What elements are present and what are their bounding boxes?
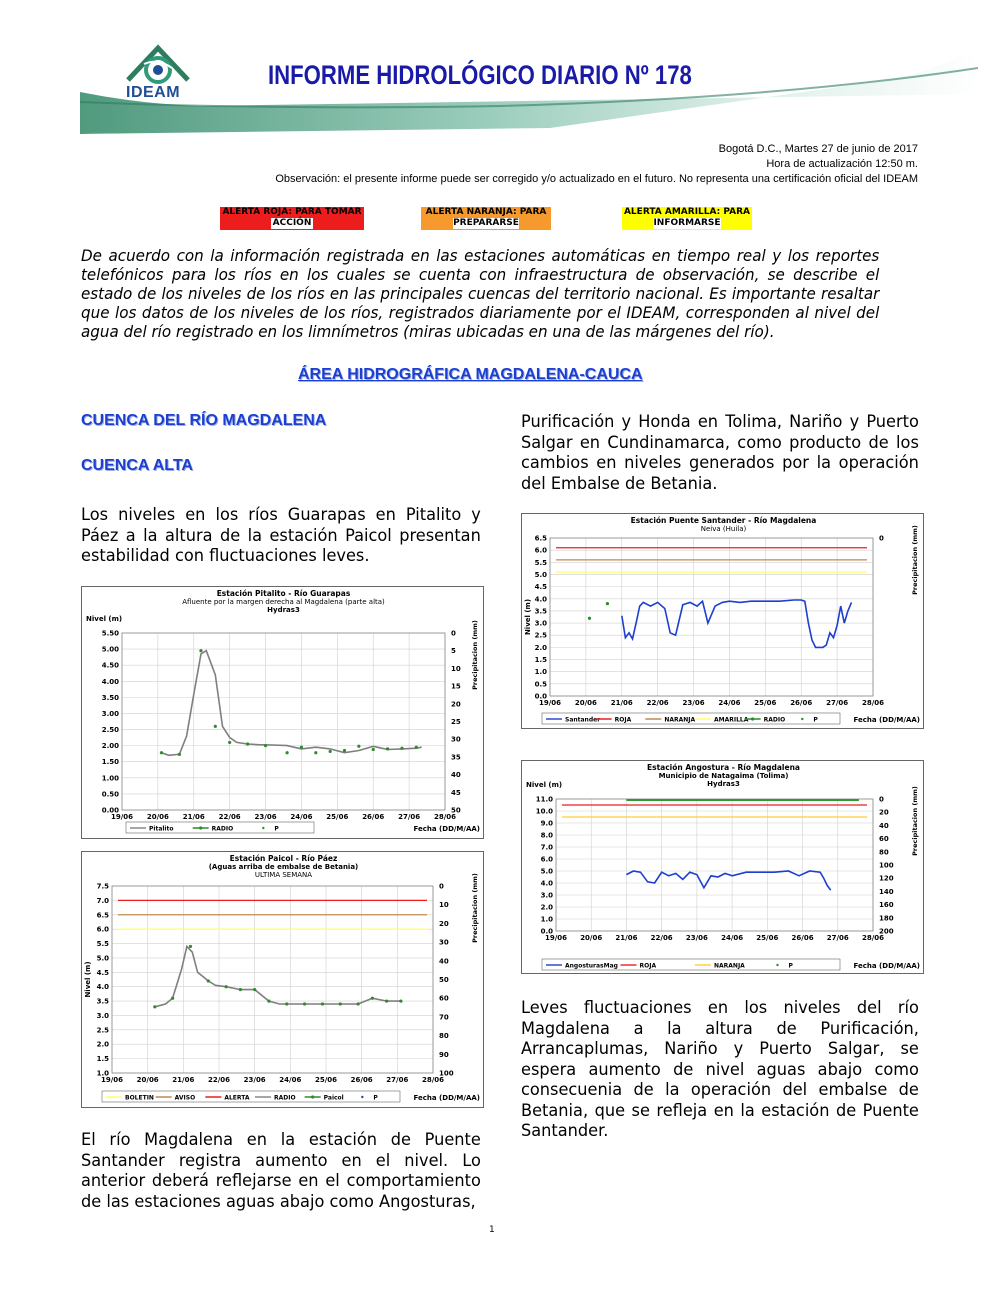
x-tick-label: 26/06 — [350, 1076, 373, 1084]
y-tick-label: 3.5 — [534, 607, 547, 616]
legend-label: BOLETIN — [125, 1094, 154, 1102]
x-tick-label: 21/06 — [610, 699, 633, 707]
y-tick-label: 3.5 — [96, 997, 109, 1006]
y-tick-label: 0.00 — [101, 806, 119, 815]
legend-label: AVISO — [174, 1094, 196, 1102]
y-tick-label: 2.0 — [540, 903, 553, 912]
data-point-paicol — [339, 1002, 342, 1005]
data-point-radio — [300, 746, 303, 749]
x-tick-label: 19/06 — [538, 699, 562, 707]
y-axis-label: Nivel (m) — [526, 781, 563, 789]
y-tick-label: 6.0 — [540, 855, 553, 864]
x-tick-label: 24/06 — [290, 813, 313, 821]
y-tick-label: 8.0 — [540, 831, 553, 840]
chart-subtitle: Municipio de Natagaima (Tolima) — [658, 772, 789, 780]
y-tick-label: 4.00 — [101, 677, 119, 686]
y2-tick-label: 20 — [879, 808, 889, 817]
legend-label: RADIO — [763, 716, 786, 724]
section-title-cuenca-magdalena: CUENCA DEL RÍO MAGDALENA — [81, 412, 327, 429]
paragraph-leves-fluctuaciones: Leves fluctuaciones en los niveles del río Magdalena a la altura de Purificación, Arrancaplumas, Nariño y Puerto Salgar, se espera aumento de nivel aguas abajo como consecuenia de la operación del embalse de Betania, que se refleja en la estación de Puente Santander. — [521, 998, 919, 1140]
legend-swatch — [776, 964, 778, 966]
legend-label: P — [274, 825, 279, 833]
legend-label: AngosturasMag — [565, 962, 618, 970]
alert-red-badge — [220, 207, 364, 230]
update-time: Hora de actualización 12:50 m. — [766, 158, 918, 170]
legend-label: P — [788, 962, 793, 970]
plot-area — [550, 538, 873, 696]
y-tick-label: 1.0 — [534, 668, 547, 677]
x-tick-label: 28/06 — [433, 813, 457, 821]
legend-label: Santander — [565, 716, 601, 724]
y2-tick-label: 10 — [451, 664, 461, 673]
chart-angostura-svg — [522, 761, 925, 975]
legend-label: ROJA — [614, 716, 632, 724]
y-tick-label: 6.5 — [96, 911, 109, 920]
x-tick-label: 27/06 — [398, 813, 421, 821]
chart-santander-svg — [522, 514, 925, 730]
legend-label: Pitalito — [149, 825, 174, 833]
report-title: INFORME HIDROLÓGICO DIARIO Nº 178 — [268, 60, 692, 90]
paragraph-puente-santander: El río Magdalena en la estación de Puente Santander registra aumento en el nivel. Lo anterior deberá reflejarse en el comportamiento de las estaciones aguas abajo como Angosturas, — [81, 1130, 481, 1211]
y-tick-label: 2.50 — [101, 726, 119, 735]
data-point-paicol — [357, 1002, 360, 1005]
y-tick-label: 4.50 — [101, 661, 119, 670]
y2-axis-label: Precipitacion (mm) — [471, 620, 479, 690]
data-point-radio — [386, 747, 389, 750]
legend-label: Paicol — [323, 1094, 344, 1102]
y2-tick-label: 20 — [439, 919, 449, 928]
x-tick-label: 22/06 — [218, 813, 241, 821]
y-tick-label: 3.50 — [101, 693, 119, 702]
x-tick-label: 23/06 — [243, 1076, 266, 1084]
y-tick-label: 5.00 — [101, 645, 119, 654]
y-axis-label: Nivel (m) — [84, 961, 92, 998]
x-tick-label: 24/06 — [279, 1076, 302, 1084]
data-point-paicol — [385, 999, 388, 1002]
y2-tick-label: 15 — [451, 682, 461, 691]
legend-swatch-marker — [199, 826, 202, 829]
x-tick-label: 21/06 — [182, 813, 205, 821]
x-tick-label: 26/06 — [791, 934, 814, 942]
y2-tick-label: 70 — [439, 1013, 449, 1022]
section-title-cuenca-alta: CUENCA ALTA — [81, 457, 193, 474]
data-point-radio — [372, 748, 375, 751]
y2-tick-label: 180 — [879, 914, 894, 923]
legend-swatch — [262, 827, 264, 829]
y2-tick-label: 200 — [879, 927, 894, 936]
y2-tick-label: 5 — [451, 647, 456, 656]
y2-tick-label: 0 — [879, 795, 884, 804]
y-tick-label: 5.50 — [101, 629, 119, 638]
legend-label: AMARILLA — [714, 716, 749, 724]
chart-subtitle-2: Hydras3 — [267, 606, 300, 614]
y2-axis-label: Precipitacion (mm) — [471, 873, 479, 943]
x-tick-label: 22/06 — [207, 1076, 231, 1084]
legend-label: RADIO — [274, 1094, 296, 1102]
legend-label: RADIO — [211, 825, 234, 833]
data-point-radio — [314, 751, 317, 754]
logo-text: IDEAM — [126, 84, 181, 101]
chart-title: Estación Pitalito - Río Guarapas — [216, 589, 351, 598]
series-line-pitalito — [162, 651, 422, 756]
y2-tick-label: 50 — [439, 976, 449, 984]
y2-tick-label: 80 — [439, 1032, 449, 1041]
x-tick-label: 27/06 — [386, 1076, 409, 1084]
y-tick-label: 1.50 — [101, 758, 119, 767]
x-tick-label: 20/06 — [136, 1076, 159, 1084]
x-tick-label: 25/06 — [326, 813, 349, 821]
x-tick-label: 24/06 — [721, 934, 744, 942]
y2-tick-label: 140 — [879, 887, 894, 896]
data-point-radio — [228, 741, 231, 744]
x-tick-label: 20/06 — [574, 699, 597, 707]
y2-tick-label: 0 — [879, 534, 884, 543]
chart-title: Estación Angostura - Río Magdalena — [647, 763, 800, 772]
x-tick-label: 21/06 — [172, 1076, 195, 1084]
x-tick-label: 22/06 — [646, 699, 669, 707]
y-tick-label: 0.5 — [534, 680, 547, 689]
y-tick-label: 11.0 — [535, 795, 553, 804]
y2-tick-label: 35 — [451, 753, 461, 762]
x-tick-label: 27/06 — [826, 699, 849, 707]
y2-tick-label: 10 — [439, 901, 449, 910]
y-tick-label: 3.0 — [534, 619, 547, 628]
plot-area — [112, 886, 433, 1073]
y-tick-label: 0.0 — [540, 927, 553, 936]
y-tick-label: 1.00 — [101, 774, 119, 783]
legend-swatch — [361, 1096, 363, 1098]
intro-paragraph: De acuerdo con la información registrada en las estaciones automáticas en tiempo real y los reportes telefónicos para los ríos en los cuales se cuenta con infraestructura de observación, se describe el estado de los niveles de los ríos en las principales cuencas del territorio nacional. Es importante resaltar que los datos de los niveles de los ríos, registrados diariamente por el IDEAM, corresponden al nivel del agua del río registrado en los limnímetros (miras ubicadas en una de las márgenes del río). — [81, 247, 880, 341]
y-tick-label: 1.5 — [96, 1055, 109, 1064]
data-point-radio — [246, 742, 249, 745]
data-point-radio — [285, 751, 288, 754]
x-tick-label: 26/06 — [790, 699, 813, 707]
data-point-paicol — [371, 997, 374, 1000]
data-point-radio — [214, 725, 217, 728]
y2-tick-label: 40 — [879, 821, 889, 830]
page-number: 1 — [489, 1225, 495, 1235]
y-tick-label: 9.0 — [540, 819, 553, 828]
y-tick-label: 4.0 — [96, 983, 109, 992]
alert-yellow-line1: ALERTA AMARILLA: PARA — [623, 207, 751, 217]
data-point-paicol — [321, 1002, 324, 1005]
data-point-paicol — [303, 1002, 306, 1005]
x-tick-label: 28/06 — [861, 699, 885, 707]
y2-tick-label: 20 — [451, 700, 461, 709]
x-tick-label: 23/06 — [682, 699, 705, 707]
data-point-radio — [160, 751, 163, 754]
data-point-radio — [264, 744, 267, 747]
x-tick-label: 20/06 — [146, 813, 169, 821]
data-point-paicol — [399, 999, 402, 1002]
x-tick-label: 25/06 — [756, 934, 779, 942]
y-tick-label: 7.0 — [540, 843, 553, 852]
x-tick-label: 20/06 — [580, 934, 603, 942]
chart-pitalito — [81, 586, 484, 839]
data-point-radio — [415, 746, 418, 749]
y2-tick-label: 120 — [879, 874, 894, 883]
paragraph-purificacion: Purificación y Honda en Tolima, Nariño y Puerto Salgar en Cundinamarca, como producto de los cambios en niveles generados por la operación del Embalse de Betania. — [521, 412, 919, 493]
y2-tick-label: 0 — [451, 629, 456, 638]
legend-label: NARANJA — [664, 716, 696, 724]
data-point-radio — [178, 753, 181, 756]
alert-orange-line2: PREPARARSE — [453, 218, 519, 228]
alert-red-line2: ACCIÓN — [272, 218, 312, 228]
legend-swatch-marker — [311, 1095, 314, 1098]
x-axis-label: Fecha (DD/M/AA) — [853, 962, 920, 970]
legend-label: ROJA — [639, 962, 657, 970]
y-tick-label: 1.5 — [534, 656, 547, 665]
y-axis-label: Nivel (m) — [524, 598, 532, 636]
series-line-radio — [155, 946, 401, 1006]
x-tick-label: 28/06 — [861, 934, 885, 942]
data-point-radio — [343, 749, 346, 752]
x-tick-label: 23/06 — [254, 813, 277, 821]
data-point-radio — [357, 745, 360, 748]
series-line-santander — [622, 600, 852, 647]
chart-paicol-svg — [82, 852, 485, 1109]
legend-label: P — [813, 716, 818, 724]
y-tick-label: 2.5 — [534, 631, 547, 640]
paragraph-niveles-guarapas: Los niveles en los ríos Guarapas en Pitalito y Páez a la altura de la estación Paicol presentan estabilidad con fluctuaciones leves. — [81, 505, 481, 565]
y-tick-label: 7.5 — [96, 882, 109, 891]
y2-tick-label: 100 — [439, 1069, 454, 1078]
y-tick-label: 2.00 — [101, 742, 119, 751]
y-tick-label: 5.0 — [534, 570, 547, 579]
x-tick-label: 26/06 — [362, 813, 385, 821]
y-tick-label: 3.00 — [101, 709, 119, 718]
chart-subtitle-2: ULTIMA SEMANA — [254, 871, 313, 879]
y-tick-label: 10.0 — [535, 807, 553, 816]
legend-swatch — [801, 718, 803, 720]
y2-tick-label: 25 — [451, 718, 461, 726]
data-point-paicol — [225, 985, 228, 988]
chart-title: Estación Paicol - Río Páez — [229, 854, 338, 863]
legend-swatch-marker — [751, 717, 754, 720]
y-tick-label: 5.0 — [540, 867, 553, 876]
y-axis-label: Nivel (m) — [86, 615, 123, 623]
y2-tick-label: 45 — [451, 788, 461, 797]
x-tick-label: 23/06 — [685, 934, 708, 942]
chart-angostura — [521, 760, 924, 974]
chart-subtitle: (Aguas arriba de embalse de Betania) — [208, 863, 359, 871]
y-tick-label: 0.50 — [101, 790, 119, 799]
y2-tick-label: 80 — [879, 848, 889, 857]
legend-label: P — [373, 1094, 378, 1102]
observation-note: Observación: el presente informe puede ser corregido y/o actualizado en el futuro. No representa una certificación oficial del IDEAM — [275, 173, 918, 185]
y-tick-label: 0.0 — [534, 692, 547, 701]
y-tick-label: 4.5 — [96, 968, 109, 977]
y-tick-label: 1.0 — [96, 1069, 109, 1078]
data-point-paicol — [253, 988, 256, 991]
chart-subtitle-2: Hydras3 — [707, 780, 740, 788]
data-point-paicol — [267, 999, 270, 1002]
x-axis-label: Fecha (DD/M/AA) — [413, 1094, 480, 1102]
y2-tick-label: 60 — [439, 994, 449, 1003]
x-tick-label: 19/06 — [544, 934, 568, 942]
area-title: ÁREA HIDROGRÁFICA MAGDALENA-CAUCA — [298, 366, 643, 383]
y-tick-label: 4.0 — [540, 879, 553, 888]
y-tick-label: 2.0 — [534, 643, 547, 652]
y-tick-label: 1.0 — [540, 915, 553, 924]
data-point-paicol — [189, 945, 192, 948]
legend-label: ALERTA — [224, 1094, 250, 1102]
report-date: Bogotá D.C., Martes 27 de junio de 2017 — [718, 143, 918, 155]
alert-orange-badge — [421, 207, 551, 230]
plot-area — [556, 799, 873, 931]
y2-tick-label: 100 — [879, 861, 894, 870]
x-tick-label: 19/06 — [100, 1076, 124, 1084]
y2-tick-label: 40 — [451, 771, 461, 780]
chart-subtitle: Afluente por la margen derecha al Magdalena (parte alta) — [182, 598, 385, 606]
y-tick-label: 4.0 — [534, 595, 547, 604]
y2-tick-label: 30 — [451, 735, 461, 744]
alert-orange-line1: ALERTA NARANJA: PARA — [425, 207, 547, 217]
chart-pitalito-svg — [82, 587, 485, 840]
alert-red-line1: ALERTA ROJA: PARA TOMAR — [222, 207, 362, 217]
y-tick-label: 3.0 — [540, 891, 553, 900]
y2-tick-label: 0 — [439, 882, 444, 891]
y2-tick-label: 30 — [439, 938, 449, 947]
alert-yellow-badge — [622, 207, 752, 230]
x-tick-label: 21/06 — [615, 934, 638, 942]
x-tick-label: 19/06 — [110, 813, 134, 821]
y-tick-label: 4.5 — [534, 583, 547, 592]
y2-tick-label: 50 — [451, 806, 461, 815]
data-point-paicol — [153, 1005, 156, 1008]
alert-yellow-line2: INFORMARSE — [653, 218, 721, 228]
y-tick-label: 6.0 — [96, 925, 109, 934]
series-line-angosturasmag — [626, 871, 830, 890]
data-point-radio — [199, 649, 202, 652]
chart-title: Estación Puente Santander - Río Magdalena — [630, 516, 817, 525]
y2-tick-label: 90 — [439, 1050, 449, 1059]
y-tick-label: 5.5 — [96, 940, 109, 949]
x-tick-label: 25/06 — [754, 699, 777, 707]
x-tick-label: 28/06 — [421, 1076, 445, 1084]
chart-paicol — [81, 851, 484, 1108]
data-point-radio — [400, 747, 403, 750]
chart-subtitle: Neiva (Huila) — [700, 525, 747, 533]
x-axis-label: Fecha (DD/M/AA) — [853, 716, 920, 724]
y-tick-label: 5.5 — [534, 558, 547, 567]
legend-label: NARANJA — [714, 962, 745, 970]
data-point-paicol — [239, 988, 242, 991]
y-tick-label: 5.0 — [96, 954, 109, 963]
data-point-radio — [588, 617, 591, 620]
y-tick-label: 2.5 — [96, 1026, 109, 1035]
chart-santander — [521, 513, 924, 729]
y-tick-label: 3.0 — [96, 1011, 109, 1020]
x-tick-label: 24/06 — [718, 699, 741, 707]
y2-axis-label: Precipitacion (mm) — [911, 786, 919, 856]
y-tick-label: 7.0 — [96, 896, 109, 905]
x-axis-label: Fecha (DD/M/AA) — [413, 825, 480, 833]
plot-area — [122, 633, 445, 810]
data-point-paicol — [171, 997, 174, 1000]
x-tick-label: 25/06 — [314, 1076, 338, 1084]
y2-tick-label: 60 — [879, 835, 889, 844]
data-point-radio — [329, 750, 332, 753]
data-point-paicol — [285, 1002, 288, 1005]
x-tick-label: 22/06 — [650, 934, 673, 942]
y2-tick-label: 40 — [439, 957, 449, 966]
data-point-paicol — [207, 979, 210, 982]
x-tick-label: 27/06 — [826, 934, 849, 942]
data-point-radio — [606, 602, 609, 605]
y2-tick-label: 160 — [879, 901, 894, 910]
y2-axis-label: Precipitacion (mm) — [911, 525, 919, 595]
y-tick-label: 2.0 — [96, 1040, 109, 1049]
y-tick-label: 6.5 — [534, 534, 547, 543]
y-tick-label: 6.0 — [534, 546, 547, 555]
